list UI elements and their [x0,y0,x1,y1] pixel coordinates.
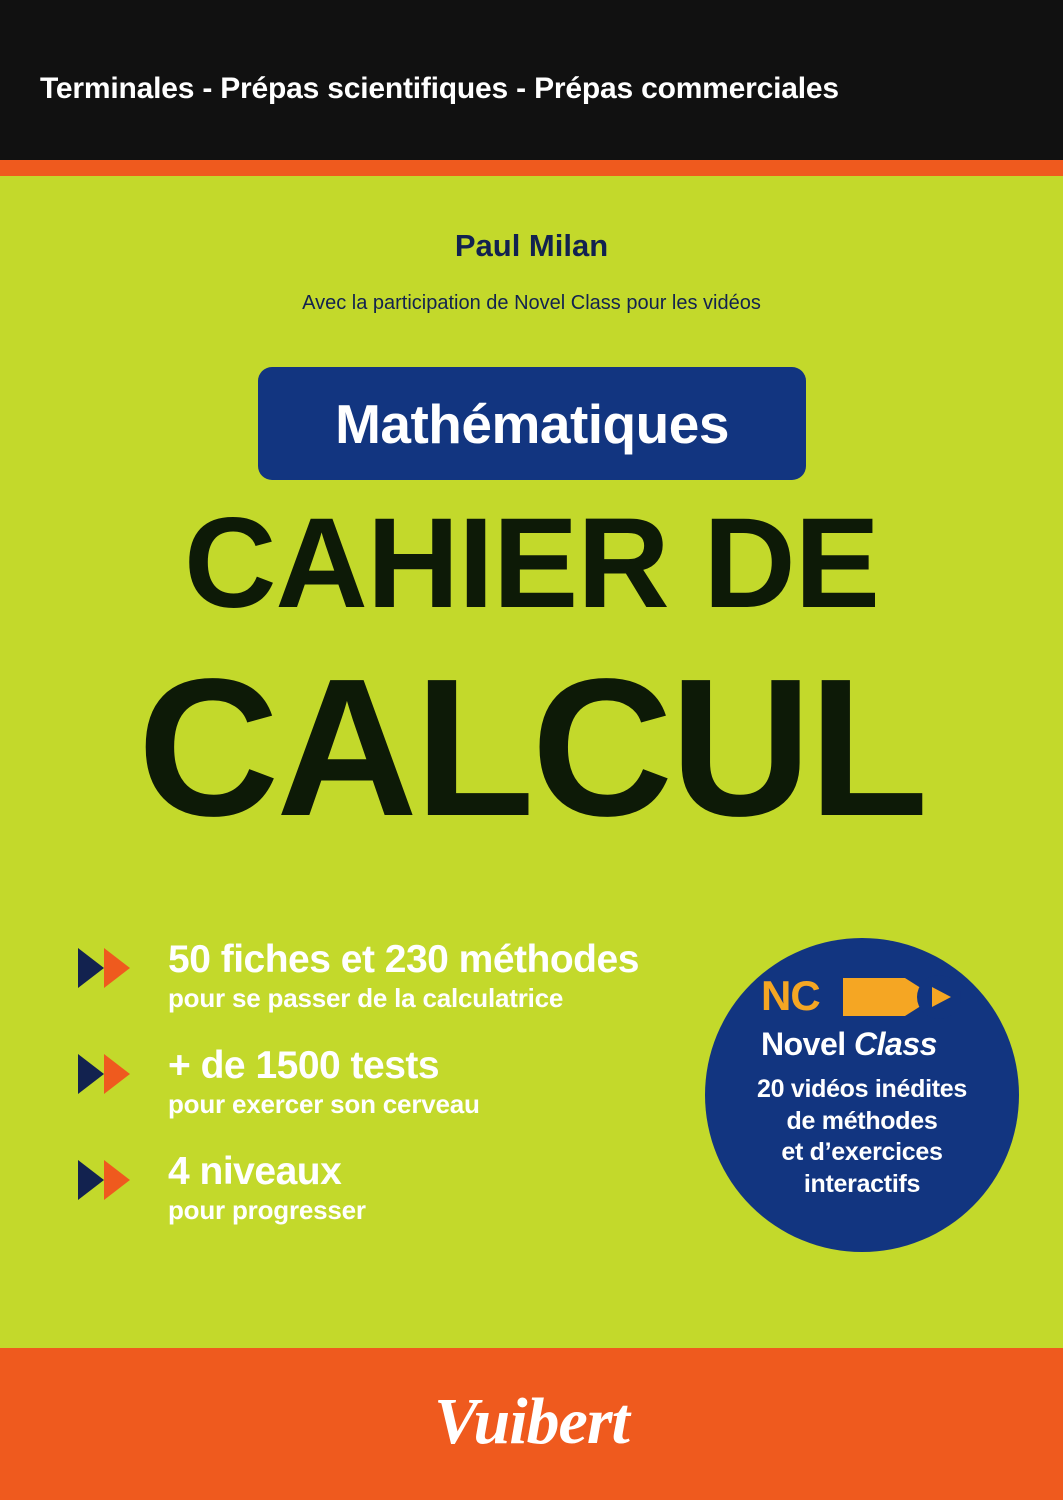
footer-band [0,1348,1063,1500]
double-chevron-right-icon [78,1054,152,1094]
video-badge-line: interactifs [803,1169,921,1198]
subject-label: Mathématiques [335,392,729,455]
author-name: Paul Milan [454,228,609,263]
novel-class-logo [747,972,977,1068]
list-item-sub: pour se passer de la calculatrice [168,982,564,1013]
logo-initials: NC [761,972,820,1019]
video-badge-line: de méthodes [786,1106,938,1135]
pencil-play-icon [843,970,963,1029]
list-item [78,1046,698,1152]
double-chevron-right-icon [78,1160,152,1200]
logo-wordmark [747,1026,977,1063]
list-item-sub: pour progresser [168,1194,366,1225]
list-item [78,1152,698,1258]
video-badge-line: et d’exercices [781,1138,943,1166]
feature-list [78,940,698,1258]
video-badge-line: 20 vidéos inédites [757,1075,967,1103]
double-chevron-right-icon [78,948,152,988]
list-item-main: 4 niveaux [168,1150,342,1193]
author-credit: Avec la participation de Novel Class pour les vidéos [302,292,761,314]
video-badge-text [705,1074,1019,1200]
title-line-2: CALCUL [137,638,926,857]
list-item-main: 50 fiches et 230 méthodes [168,938,639,981]
logo-word-novel: Novel [761,1026,855,1062]
logo-word-class: Class [854,1026,937,1062]
list-item-sub: pour exercer son cerveau [168,1088,480,1119]
title-line-1: CAHIER DE [183,492,880,635]
publisher-logo: Vuibert [434,1385,629,1458]
subject-badge [258,367,806,480]
list-item-main: + de 1500 tests [168,1044,440,1087]
video-badge [705,938,1019,1252]
list-item [78,940,698,1046]
audience-line: Terminales - Prépas scientifiques - Prépas commerciales [40,72,839,105]
header-divider [0,160,1063,176]
